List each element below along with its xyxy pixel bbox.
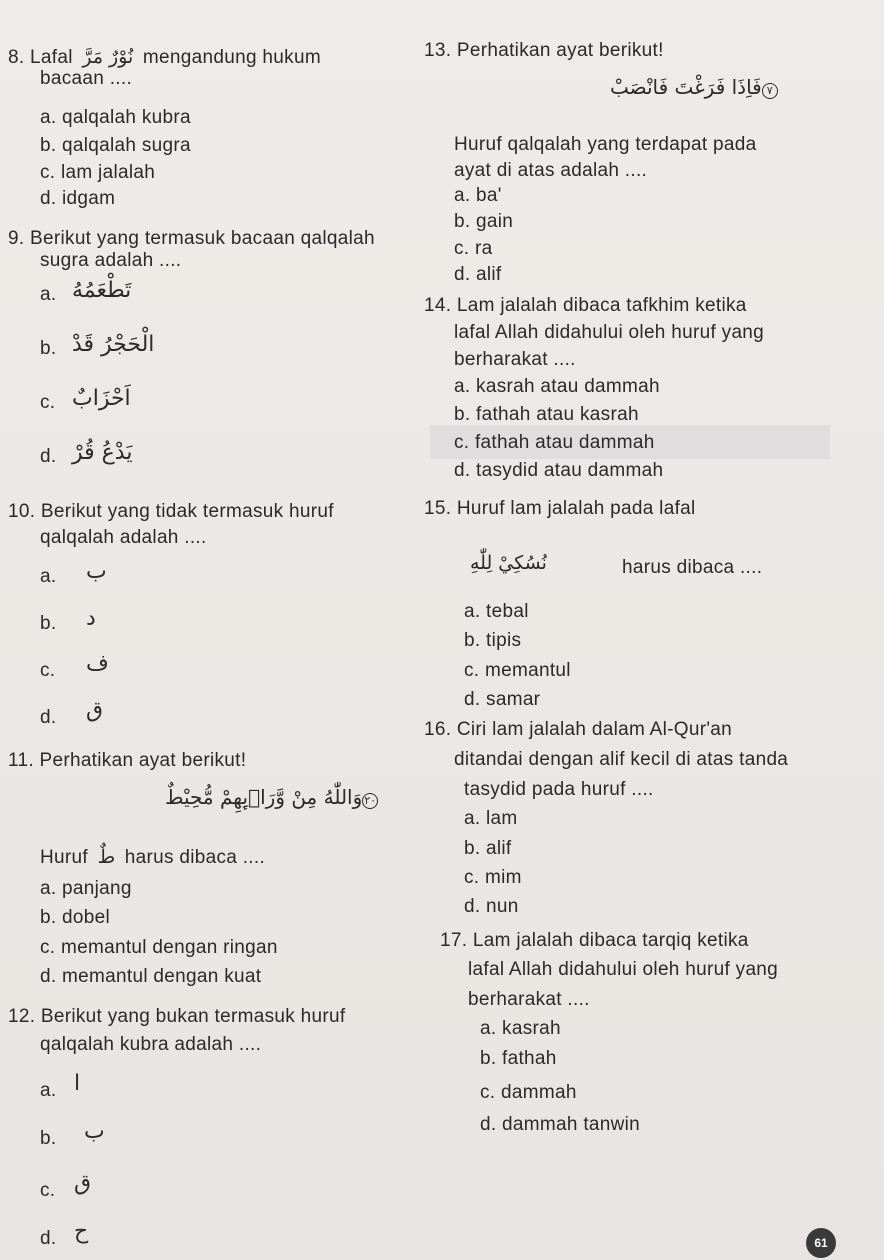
q11-option-a[interactable]: a. panjang [40, 878, 132, 899]
q17-stem: 17. Lam jalalah dibaca tarqiq ketika [440, 930, 749, 951]
q15-stem-post: harus dibaca .... [622, 557, 763, 578]
q12-option-c[interactable]: ق [74, 1171, 92, 1196]
q8-post: mengandung hukum [142, 47, 321, 68]
q11-ayah-text: وَاللّٰهُ مِنْ وَّرَاۤىِٕهِمْ مُّحِيْطٌ [165, 785, 363, 809]
q13-stem-line2: Huruf qalqalah yang terdapat pada [454, 134, 757, 155]
q10-label-d: d. [40, 707, 57, 728]
q11-stem: 11. Perhatikan ayat berikut! [8, 750, 247, 771]
q13-stem-line3: ayat di atas adalah .... [454, 160, 648, 181]
q14-stem-line2: lafal Allah didahului oleh huruf yang [454, 322, 765, 343]
q13-ayah-number: ٧ [762, 83, 778, 99]
q11-pre: Huruf [40, 847, 88, 868]
q10-stem-line2: qalqalah adalah .... [40, 527, 207, 548]
q8-option-c[interactable]: c. lam jalalah [40, 162, 156, 183]
q16-stem-line2: ditandai dengan alif kecil di atas tanda [454, 749, 789, 770]
q14-option-d[interactable]: d. tasydid atau dammah [454, 460, 664, 481]
q11-post: harus dibaca .... [124, 847, 266, 868]
q9-option-b[interactable]: الْحَجْرُ قَدْ [72, 332, 155, 357]
q12-stem: 12. Berikut yang bukan termasuk huruf [8, 1006, 346, 1027]
q16-option-b[interactable]: b. alif [464, 838, 512, 859]
q14-option-b[interactable]: b. fathah atau kasrah [454, 404, 639, 425]
q15-stem: 15. Huruf lam jalalah pada lafal [424, 498, 696, 519]
q11-option-d[interactable]: d. memantul dengan kuat [40, 966, 262, 987]
q10-option-c[interactable]: ف [86, 651, 109, 676]
q12-label-b: b. [40, 1128, 57, 1149]
q9-option-d[interactable]: يَدْعُ قُرْ [72, 440, 133, 465]
q11-option-b[interactable]: b. dobel [40, 907, 111, 928]
q8-stem-line2: bacaan .... [40, 68, 133, 89]
q9-option-a[interactable]: تَطْعَمُهُ [72, 278, 132, 303]
q16-stem: 16. Ciri lam jalalah dalam Al-Qur'an [424, 719, 732, 740]
q11-ayah [165, 785, 384, 809]
q12-stem-line2: qalqalah kubra adalah .... [40, 1034, 262, 1055]
q17-option-b[interactable]: b. fathah [480, 1048, 557, 1069]
q10-option-a[interactable]: ب [86, 559, 107, 584]
q10-option-b[interactable]: د [86, 606, 96, 631]
q9-label-b: b. [40, 338, 57, 359]
q13-option-d[interactable]: d. alif [454, 264, 502, 285]
q12-label-c: c. [40, 1180, 56, 1201]
q14-stem-line3: berharakat .... [454, 349, 576, 370]
q13-ayah-text: فَاِذَا فَرَغْتَ فَانْصَبْ [610, 75, 762, 99]
q11-ayah-number: ٢٠ [362, 793, 378, 809]
q12-option-d[interactable]: ح [74, 1219, 89, 1244]
q16-stem-line3: tasydid pada huruf .... [464, 779, 654, 800]
q14-option-a[interactable]: a. kasrah atau dammah [454, 376, 660, 397]
q9-stem: 9. Berikut yang termasuk bacaan qalqalah [8, 228, 375, 249]
q16-option-c[interactable]: c. mim [464, 867, 522, 888]
q17-option-a[interactable]: a. kasrah [480, 1018, 561, 1039]
q16-option-d[interactable]: d. nun [464, 896, 519, 917]
q8-option-a[interactable]: a. qalqalah kubra [40, 107, 191, 128]
q10-label-b: b. [40, 613, 57, 634]
q11-arabic: طٌ [97, 846, 116, 868]
q10-label-a: a. [40, 566, 57, 587]
q12-label-a: a. [40, 1080, 57, 1101]
q8-option-b[interactable]: b. qalqalah sugra [40, 135, 191, 156]
q11-option-c[interactable]: c. memantul dengan ringan [40, 937, 278, 958]
q17-stem-line3: berharakat .... [468, 989, 590, 1010]
q10-stem: 10. Berikut yang tidak termasuk huruf [8, 501, 334, 522]
q15-arabic: نُسُكِيْ لِلّٰهِ [470, 552, 547, 574]
q8-option-d[interactable]: d. idgam [40, 188, 116, 209]
q9-label-d: d. [40, 446, 57, 467]
q9-label-a: a. [40, 284, 57, 305]
page-number-badge: 61 [806, 1228, 836, 1258]
q14-option-c[interactable]: c. fathah atau dammah [454, 432, 655, 453]
q17-option-d[interactable]: d. dammah tanwin [480, 1114, 641, 1135]
q11-question-line [40, 846, 265, 869]
q16-option-a[interactable]: a. lam [464, 808, 518, 829]
q10-label-c: c. [40, 660, 56, 681]
q13-option-b[interactable]: b. gain [454, 211, 514, 232]
q8-pre: Lafal [30, 47, 73, 68]
q17-option-c[interactable]: c. dammah [480, 1082, 577, 1103]
q13-ayah [610, 75, 784, 99]
q12-option-a[interactable]: ا [74, 1071, 81, 1096]
q13-option-c[interactable]: c. ra [454, 238, 493, 259]
q8-number: 8. [8, 47, 25, 68]
q12-label-d: d. [40, 1228, 57, 1249]
q9-label-c: c. [40, 392, 56, 413]
q8-arabic: نُوْرٌ مَرَّ [82, 46, 134, 68]
q10-option-d[interactable]: ق [86, 698, 104, 723]
q12-option-b[interactable]: ب [84, 1119, 105, 1144]
q8-stem [8, 46, 321, 69]
q9-stem-line2: sugra adalah .... [40, 250, 182, 271]
q13-stem: 13. Perhatikan ayat berikut! [424, 40, 664, 61]
q9-option-c[interactable]: اَحْزَابٌ [72, 386, 131, 411]
q17-stem-line2: lafal Allah didahului oleh huruf yang [468, 959, 779, 980]
q14-stem: 14. Lam jalalah dibaca tafkhim ketika [424, 295, 747, 316]
q15-option-b[interactable]: b. tipis [464, 630, 522, 651]
q15-option-c[interactable]: c. memantul [464, 660, 571, 681]
q15-option-a[interactable]: a. tebal [464, 601, 529, 622]
q13-option-a[interactable]: a. ba' [454, 185, 502, 206]
q15-option-d[interactable]: d. samar [464, 689, 541, 710]
